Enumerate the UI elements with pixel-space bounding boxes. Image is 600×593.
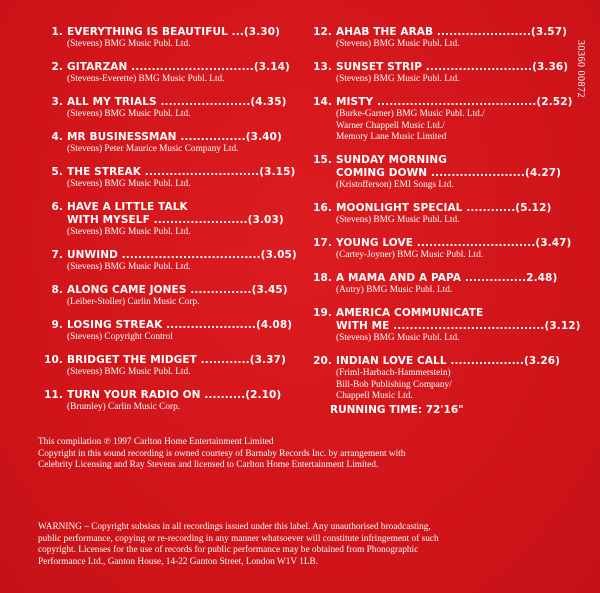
track-title-row <box>307 61 569 74</box>
track-publisher: (Stevens) BMG Music Publ. Ltd. <box>67 262 191 272</box>
track-publisher: (Stevens) BMG Music Publ. Ltd. <box>67 109 191 119</box>
track-publisher: (Stevens) Copyright Control <box>67 332 173 342</box>
track-title: AMERICA COMMUNICATE WITH ME .....................................(3.12) <box>336 307 581 332</box>
track-number: 1. <box>51 26 63 38</box>
track-title-row <box>307 272 562 285</box>
track-title-row <box>38 61 293 74</box>
running-time: RUNNING TIME: 72'16" <box>330 404 464 416</box>
warning-line: public performance, copying or re-recording in any manner whatsoever will constitute infringement of such <box>38 533 439 544</box>
track-entry <box>307 237 572 262</box>
track-entry <box>38 284 293 309</box>
track-title-row <box>38 166 296 179</box>
track-title: A MAMA AND A PAPA ...............2.48) <box>336 272 558 284</box>
track-title: MISTY .......................................(2.52) <box>336 96 573 108</box>
track-entry <box>307 96 573 144</box>
track-title-row <box>38 201 293 227</box>
track-number: 12. <box>313 26 332 38</box>
track-entry <box>307 355 562 403</box>
track-number: 2. <box>51 61 63 73</box>
track-title-row <box>307 26 568 39</box>
track-title-row <box>307 355 562 368</box>
track-entry <box>307 26 568 51</box>
track-entry <box>38 201 293 239</box>
track-entry <box>307 61 569 86</box>
track-title: MR BUSINESSMAN ................(3.40) <box>67 131 282 143</box>
track-publisher: (Stevens) BMG Music Publ. Ltd. <box>336 74 460 84</box>
track-entry <box>38 131 293 156</box>
credits-block <box>38 437 568 472</box>
track-publisher: (Stevens) Peter Maurice Music Company Ltd. <box>67 144 239 154</box>
track-number: 5. <box>51 166 63 178</box>
track-title: UNWIND ..................................(3.05) <box>67 249 297 261</box>
track-publisher: (Stevens) BMG Music Publ. Ltd. <box>67 227 191 237</box>
credits-line: Copyright in this sound recording is owned courtesy of Barnaby Records Inc. by arrangement with <box>38 448 406 459</box>
track-entry <box>38 319 293 344</box>
track-entry <box>38 166 296 191</box>
track-title: EVERYTHING IS BEAUTIFUL ...(3.30) <box>67 26 281 38</box>
track-title-row <box>307 307 581 333</box>
track-publisher: Chappell Music Ltd. <box>336 391 413 401</box>
track-number: 13. <box>313 61 332 73</box>
track-title: MOONLIGHT SPECIAL ............(5.12) <box>336 202 552 214</box>
credits-line: Celebrity Licensing and Ray Stevens and licensed to Carlton Home Entertainment Limited. <box>38 460 379 470</box>
track-title-row <box>38 96 293 109</box>
track-number: 8. <box>51 284 63 296</box>
track-entry <box>38 354 293 379</box>
track-publisher: Memory Lane Music Limited <box>336 132 447 142</box>
track-entry <box>38 96 293 121</box>
track-title: HAVE A LITTLE TALK WITH MYSELF .......................(3.03) <box>67 201 284 226</box>
track-title: LOSING STREAK ......................(4.08) <box>67 319 293 331</box>
track-title-row <box>38 131 293 144</box>
track-title-row <box>38 249 297 262</box>
track-title-row <box>38 319 293 332</box>
track-entry <box>38 61 293 86</box>
track-publisher: (Stevens) BMG Music Publ. Ltd. <box>336 215 460 225</box>
track-publisher: (Stevens) BMG Music Publ. Ltd. <box>336 333 460 343</box>
track-publisher: (Autry) BMG Music Publ. Ltd. <box>336 285 453 295</box>
track-number: 19. <box>313 307 332 319</box>
track-title-row <box>38 389 293 402</box>
track-entry <box>307 202 562 227</box>
track-title: TURN YOUR RADIO ON ..........(2.10) <box>67 389 282 401</box>
track-list-left <box>38 26 297 424</box>
track-title-row <box>38 354 293 367</box>
track-number: 4. <box>51 131 63 143</box>
credits-line: This compilation ℗ 1997 Carlton Home Entertainment Limited <box>38 437 274 447</box>
track-publisher: (Stevens) BMG Music Publ. Ltd. <box>67 39 191 49</box>
track-publisher: Bill-Bob Publishing Company/ <box>336 379 452 390</box>
track-number: 14. <box>313 96 332 108</box>
track-title-row <box>38 284 293 297</box>
track-title: YOUNG LOVE .............................(3.47) <box>336 237 572 249</box>
track-number: 3. <box>51 96 63 108</box>
track-publisher: (Stevens-Everette) BMG Music Publ. Ltd. <box>67 74 225 84</box>
track-publisher: (Brumley) Carlin Music Corp. <box>67 402 181 412</box>
track-publisher: (Friml-Harbach-Hammerstein) <box>336 368 451 378</box>
track-publisher: (Stevens) BMG Music Publ. Ltd. <box>336 39 460 49</box>
track-entry <box>307 154 562 192</box>
track-title: GITARZAN ..............................(3.14) <box>67 61 290 73</box>
track-number: 10. <box>44 354 63 366</box>
track-number: 16. <box>313 202 332 214</box>
track-number: 17. <box>313 237 332 249</box>
track-entry <box>38 389 293 414</box>
track-title: THE STREAK ............................(3.15) <box>67 166 296 178</box>
track-title: AHAB THE ARAB .......................(3.57) <box>336 26 568 38</box>
track-title: SUNDAY MORNING COMING DOWN .......................(4.27) <box>336 154 562 179</box>
track-entry <box>307 307 581 345</box>
track-title-row <box>307 237 572 250</box>
track-publisher: Warner Chappell Music Ltd./ <box>336 120 445 131</box>
track-title-row <box>307 202 562 215</box>
warning-block <box>38 522 568 568</box>
track-number: 9. <box>51 319 63 331</box>
track-number: 11. <box>44 389 63 401</box>
track-number: 15. <box>313 154 332 166</box>
track-number: 7. <box>51 249 63 261</box>
track-entry <box>38 26 293 51</box>
track-title: ALONG CAME JONES ...............(3.45) <box>67 284 288 296</box>
track-publisher: (Stevens) BMG Music Publ. Ltd. <box>67 179 191 189</box>
track-title-row <box>38 26 293 39</box>
warning-line: WARNING – Copyright subsists in all recordings issued under this label. Any unauthorised broadcasting, <box>38 522 431 532</box>
track-number: 6. <box>51 201 63 213</box>
track-title-row <box>307 96 573 109</box>
warning-line: copyright. Licenses for the use of records for public performance may be obtained from Phonographic <box>38 545 419 555</box>
track-publisher: (Leiber-Stoller) Carlin Music Corp. <box>67 297 200 307</box>
track-publisher: (Cartey-Joyner) BMG Music Publ. Ltd. <box>336 250 484 260</box>
track-publisher: (Stevens) BMG Music Publ. Ltd. <box>67 367 191 377</box>
track-number: 20. <box>313 355 332 367</box>
track-entry <box>38 249 297 274</box>
track-title: SUNSET STRIP ..........................(3.36) <box>336 61 569 73</box>
track-title: BRIDGET THE MIDGET ............(3.37) <box>67 354 286 366</box>
track-entry <box>307 272 562 297</box>
track-number: 18. <box>313 272 332 284</box>
track-title: ALL MY TRIALS ......................(4.35) <box>67 96 287 108</box>
warning-line: Performance Ltd., Ganton House, 14-22 Ganton Street, London W1V 1LB. <box>38 556 319 567</box>
track-title-row <box>307 154 562 180</box>
catalog-number: 30360 00872 <box>575 40 586 98</box>
track-publisher: (Kristofferson) EMI Songs Ltd. <box>336 180 454 190</box>
track-title: INDIAN LOVE CALL ..................(3.26) <box>336 355 561 367</box>
track-publisher: (Burke-Garner) BMG Music Publ. Ltd./ <box>336 109 485 119</box>
